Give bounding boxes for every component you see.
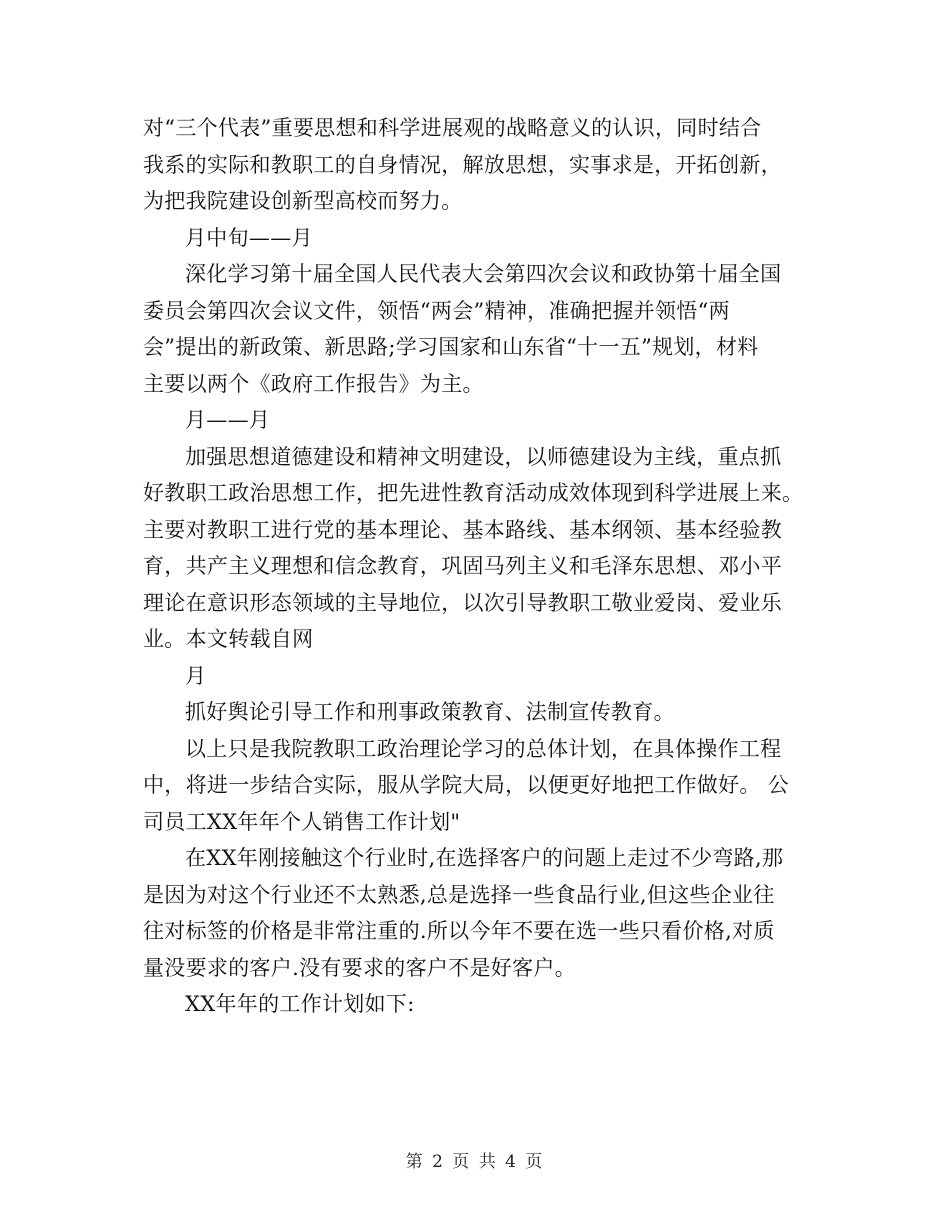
text-line: 为把我院建设创新型高校而努力。 (143, 189, 463, 213)
text-line: 量没要求的客户.没有要求的客户不是好客户。 (143, 955, 576, 980)
document-body (143, 110, 808, 1023)
text-line: 抓好舆论引导工作和刑事政策教育、法制宣传教育。 (185, 700, 675, 724)
section-heading: 月——月 (185, 408, 271, 432)
text-line: 主要以两个《政府工作报告》为主。 (143, 371, 484, 396)
section-heading: 月中旬——月 (185, 225, 313, 250)
text-line: 司员工XX年年个人销售工作计划" (143, 809, 461, 834)
text-line: 育，共产主义理想和信念教育，巩固马列主义和毛泽东思想、邓小平 (143, 554, 782, 578)
page-number-footer: 第 2 页 共 4 页 (405, 1152, 545, 1172)
text-line: 理论在意识形态领域的主导地位，以次引导教职工敬业爱岗、爱业乐 (143, 590, 782, 615)
text-line: 委员会第四次会议文件，领悟“两会”精神，准确把握并领悟“两 (143, 298, 730, 323)
text-line: 主要对教职工进行党的基本理论、基本路线、基本纲领、基本经验教 (143, 517, 782, 542)
text-line: 好教职工政治思想工作，把先进性教育活动成效体现到科学进展上来。 (143, 481, 804, 505)
text-line: 会”提出的新政策、新思路;学习国家和山东省“十一五”规划，材料 (143, 335, 759, 359)
text-line: 在XX年刚接触这个行业时,在选择客户的问题上走过不少弯路,那 (185, 846, 784, 870)
text-line: 对“三个代表”重要思想和科学进展观的战略意义的认识，同时结合 (143, 116, 762, 140)
text-line: 是因为对这个行业还不太熟悉,总是选择一些食品行业,但这些企业往 (143, 882, 775, 907)
text-line: XX年年的工作计划如下: (185, 992, 415, 1016)
text-line: 加强思想道德建设和精神文明建设，以师德建设为主线，重点抓 (185, 444, 782, 469)
text-line: 深化学习第十届全国人民代表大会第四次会议和政协第十届全国 (185, 262, 782, 286)
text-line: 中，将进一步结合实际，服从学院大局，以便更好地把工作做好。 公 (143, 773, 789, 797)
text-line: 业。本文转载自网 (143, 627, 314, 651)
section-heading: 月 (185, 663, 207, 688)
text-line: 以上只是我院教职工政治理论学习的总体计划，在具体操作工程 (185, 736, 782, 761)
text-line: 我系的实际和教职工的自身情况，解放思想，实事求是，开拓创新， (143, 152, 782, 177)
text-line: 往对标签的价格是非常注重的.所以今年不要在选一些只看价格,对质 (143, 919, 775, 943)
